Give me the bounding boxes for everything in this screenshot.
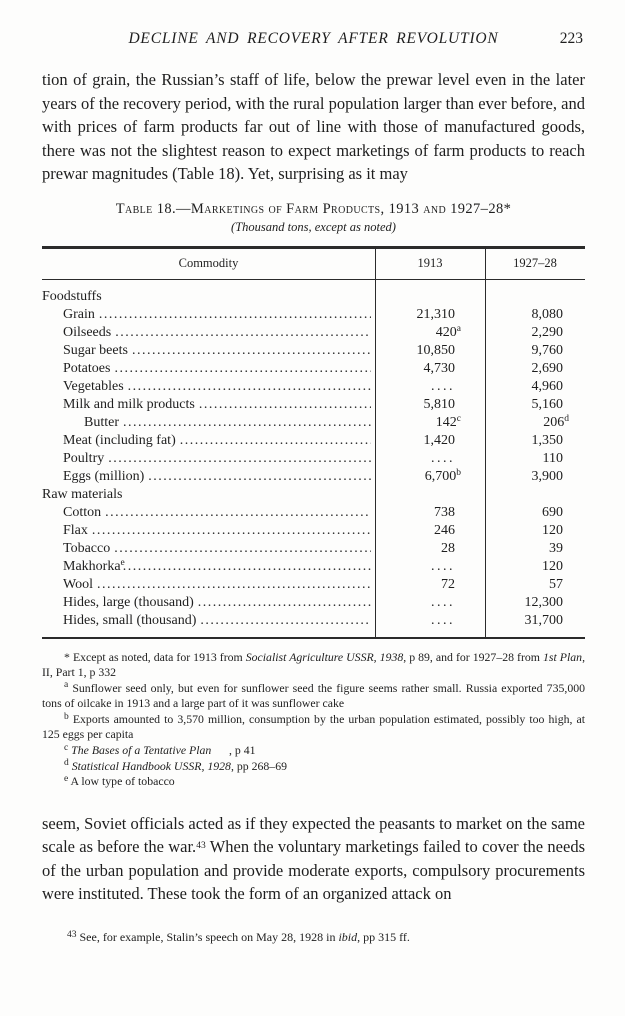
footnote	[42, 774, 585, 790]
cell-value: 3,900	[531, 468, 563, 484]
column-header-1913: 1913	[417, 256, 443, 270]
column-header-1927-28: 1927–28	[513, 256, 557, 270]
footnote	[42, 712, 585, 743]
table-vertical-rule-1	[375, 249, 376, 637]
commodity-label: Raw materials	[42, 486, 123, 502]
commodity-cell	[42, 414, 375, 432]
cell-value: 120	[542, 522, 563, 538]
table-body	[42, 280, 585, 637]
value-1927-28-cell	[485, 288, 585, 306]
text-segment: , II, Part 1, p 332	[42, 649, 586, 680]
text-segment: , pp 268–69	[230, 758, 287, 773]
dot-leader	[115, 324, 371, 342]
commodity-cell	[42, 540, 375, 558]
cell-value: ....	[431, 558, 455, 574]
cell-value: 142	[435, 414, 457, 430]
cell-value: 1,350	[531, 432, 563, 448]
commodity-label: Vegetables	[63, 378, 124, 394]
commodity-label: Butter	[84, 414, 119, 430]
value-1927-28-cell	[485, 450, 585, 468]
value-1913-cell	[375, 288, 485, 306]
commodity-cell	[42, 450, 375, 468]
commodity-label: Sugar beets	[63, 342, 128, 358]
dot-leader	[92, 522, 371, 540]
dot-leader	[148, 468, 371, 486]
page-footnote	[42, 929, 585, 945]
cell-value: 72	[441, 576, 455, 592]
table-row	[42, 540, 585, 558]
cell-value: 21,310	[416, 306, 455, 322]
value-1913-cell	[375, 432, 485, 450]
cell-value: 31,700	[524, 612, 563, 628]
text-segment: , pp 315 ff.	[357, 929, 410, 944]
dot-leader	[199, 396, 371, 414]
text-segment: A low type of tobacco	[70, 774, 175, 789]
dot-leader	[123, 414, 371, 432]
commodity-label: Oilseeds	[63, 324, 112, 340]
footnote	[42, 681, 585, 712]
value-1927-28-cell	[485, 396, 585, 414]
value-1913-cell	[375, 396, 485, 414]
table-vertical-rule-2	[485, 249, 486, 637]
commodity-cell	[42, 288, 375, 306]
value-1927-28-cell	[485, 468, 585, 486]
text-segment: Exports amounted to 3,570 million, consumption by the urban population estimated, possibly too high, at 125 eggs per capita	[42, 711, 586, 742]
footnote-marker: b	[64, 711, 69, 722]
cell-value: 57	[549, 576, 563, 592]
cell-value: ....	[431, 612, 455, 628]
commodity-cell	[42, 306, 375, 324]
value-1913-cell	[375, 558, 485, 576]
text-segment: Except as noted, data for 1913 from	[72, 649, 246, 664]
commodity-cell	[42, 486, 375, 504]
commodity-label: Grain	[63, 306, 95, 322]
table-row	[42, 504, 585, 522]
table-row	[42, 486, 585, 504]
commodity-label: Potatoes	[63, 360, 111, 376]
cell-value: 4,960	[531, 378, 563, 394]
value-1913-cell	[375, 486, 485, 504]
dot-leader	[99, 306, 371, 324]
value-1927-28-cell	[485, 612, 585, 630]
value-1927-28-cell	[485, 576, 585, 594]
cell-value: ....	[431, 594, 455, 610]
cell-value: 4,730	[423, 360, 455, 376]
dot-leader	[97, 576, 371, 594]
value-1927-28-cell	[485, 306, 585, 324]
value-1913-cell	[375, 522, 485, 540]
commodity-label: Eggs (million)	[63, 468, 145, 484]
value-1913-cell	[375, 306, 485, 324]
value-1927-28-cell	[485, 486, 585, 504]
footnote-marker: a	[456, 324, 461, 335]
commodity-cell	[42, 522, 375, 540]
cell-value: 206	[543, 414, 565, 430]
value-1913-cell	[375, 468, 485, 486]
table-footnotes	[42, 650, 585, 790]
cell-value: 110	[542, 450, 563, 466]
footnote	[42, 650, 585, 681]
table-row	[42, 306, 585, 324]
commodity-cell	[42, 432, 375, 450]
commodity-cell	[42, 396, 375, 414]
dot-leader	[114, 360, 371, 378]
value-1913-cell	[375, 576, 485, 594]
value-1913-cell	[375, 324, 485, 342]
footnote-marker: a	[64, 680, 69, 691]
commodity-cell: Makhorka $^e$ .....	[42, 558, 375, 576]
cell-value: 10,850	[416, 342, 455, 358]
dot-leader	[108, 450, 371, 468]
cell-value: 2,690	[531, 360, 563, 376]
table-row	[42, 414, 585, 432]
value-1913-cell	[375, 612, 485, 630]
value-1927-28-cell	[485, 324, 585, 342]
footnote-marker: c	[64, 742, 69, 753]
commodity-cell	[42, 360, 375, 378]
dot-leader	[180, 432, 371, 450]
cell-value: 5,810	[423, 396, 455, 412]
cell-value: 738	[434, 504, 455, 520]
commodity-label: Flax	[63, 522, 88, 538]
text-segment: See, for example, Stalin’s speech on May 28, 1928 in	[79, 929, 339, 944]
value-1913-cell	[375, 504, 485, 522]
table-grid	[42, 249, 585, 637]
commodity-label: Hides, large (thousand)	[63, 594, 194, 610]
intro-paragraph: tion of grain, the Russian’s staff of life, below the prewar level even in the later years of the recovery period, with the rural population larger than ever before, and with prices of farm products far out of line with those of manufactured goods, there was not the slightest reason to expect marketings of farm products to reach prewar magnitudes (Table 18). Yet, surprising as it may	[42, 70, 585, 183]
text-segment: When the voluntary marketings failed to cover the needs of the urban population and provide moderate exports, compulsory procurements were instituted. These took the form of an organized attack on	[42, 837, 585, 904]
text-segment: , p 89, and for 1927–28 from	[403, 649, 543, 664]
commodity-label: Makhorka	[63, 558, 121, 574]
text-segment: , p 41	[211, 743, 256, 758]
value-1913-cell	[375, 450, 485, 468]
dot-leader	[105, 504, 371, 522]
commodity-label: Tobacco	[63, 540, 111, 556]
text-segment: Sunflower seed only, but even for sunflower seed the figure seems rather small. Russia exported 735,000 tons of oilcake in 1913 and a large part of it was sunflower cake	[42, 680, 586, 711]
italic-text: ibid	[338, 929, 358, 944]
footnote-marker: d	[64, 758, 69, 769]
table-row	[42, 432, 585, 450]
cell-value: 39	[549, 540, 563, 556]
footnote-marker: b	[456, 468, 461, 479]
table-title: Table 18.—Marketings of Farm Products, 1913 and 1927–28*	[115, 200, 512, 217]
dot-leader	[200, 612, 371, 630]
commodity-cell	[42, 342, 375, 360]
dot-leader	[198, 594, 371, 612]
italic-text: The Bases of a Tentative Plan	[71, 743, 212, 758]
table-row	[42, 468, 585, 486]
cell-value: 420	[435, 324, 457, 340]
page-header	[42, 30, 585, 52]
footnote	[42, 743, 585, 759]
cell-value: 12,300	[524, 594, 563, 610]
cell-value: 8,080	[531, 306, 563, 322]
commodity-cell	[42, 378, 375, 396]
commodity-label: Meat (including fat)	[63, 432, 176, 448]
cell-value: 2,290	[531, 324, 563, 340]
commodity-cell	[42, 612, 375, 630]
value-1927-28-cell	[485, 360, 585, 378]
commodity-label: Milk and milk products	[63, 396, 195, 412]
value-1913-cell	[375, 342, 485, 360]
page-number: 223	[559, 30, 583, 47]
superscript: 43	[196, 841, 206, 852]
value-1913-cell	[375, 594, 485, 612]
value-1927-28-cell	[485, 540, 585, 558]
table-bottom-rule	[42, 637, 585, 639]
dot-leader	[132, 342, 371, 360]
footnote	[42, 759, 585, 775]
cell-value: 120	[542, 558, 563, 574]
italic-text: Statistical Handbook USSR, 1928	[71, 758, 231, 773]
cell-value: ....	[431, 378, 455, 394]
value-1927-28-cell	[485, 522, 585, 540]
value-1927-28-cell	[485, 378, 585, 396]
commodity-label: Cotton	[63, 504, 102, 520]
italic-text: Socialist Agriculture USSR, 1938	[245, 649, 404, 664]
table-row	[42, 576, 585, 594]
value-1927-28-cell	[485, 504, 585, 522]
cell-value: 5,160	[531, 396, 563, 412]
cell-value: 690	[542, 504, 563, 520]
value-1927-28-cell	[485, 594, 585, 612]
dot-leader	[114, 540, 371, 558]
table-row	[42, 288, 585, 306]
value-1913-cell	[375, 540, 485, 558]
value-1927-28-cell	[485, 558, 585, 576]
table-row	[42, 450, 585, 468]
table-row	[42, 342, 585, 360]
commodity-cell	[42, 576, 375, 594]
commodity-cell	[42, 468, 375, 486]
cell-value: ....	[431, 450, 455, 466]
commodity-label: Poultry	[63, 450, 105, 466]
table-row	[42, 378, 585, 396]
commodity-cell	[42, 594, 375, 612]
table-row	[42, 360, 585, 378]
value-1927-28-cell	[485, 414, 585, 432]
italic-text: 1st Plan	[543, 649, 583, 664]
cell-value: 9,760	[531, 342, 563, 358]
table-row	[42, 558, 585, 576]
table-row	[42, 594, 585, 612]
cell-value: 6,700	[424, 468, 457, 484]
commodity-cell	[42, 504, 375, 522]
farm-products-table	[42, 201, 585, 790]
text-segment: seem, Soviet officials acted as if they expected the peasants to market on the same scale as before the war.	[42, 813, 585, 857]
value-1913-cell	[375, 378, 485, 396]
table-frame	[42, 246, 585, 639]
dot-leader	[128, 378, 371, 396]
running-head-title: DECLINE AND RECOVERY AFTER REVOLUTION	[128, 30, 499, 47]
commodity-label: Hides, small (thousand)	[63, 612, 197, 628]
column-header-commodity: Commodity	[178, 256, 239, 270]
cell-value: 246	[434, 522, 455, 538]
footnote-marker: e	[64, 773, 69, 784]
table-row	[42, 396, 585, 414]
commodity-label: Wool	[63, 576, 93, 592]
value-1913-cell	[375, 360, 485, 378]
value-1927-28-cell	[485, 432, 585, 450]
dot-leader	[123, 558, 371, 576]
footnote-marker: d	[564, 414, 569, 425]
closing-paragraph	[42, 812, 585, 906]
table-row	[42, 612, 585, 630]
value-1913-cell	[375, 414, 485, 432]
table-row	[42, 324, 585, 342]
table-subtitle: (Thousand tons, except as noted)	[231, 219, 396, 234]
commodity-label: Foodstuffs	[42, 288, 102, 304]
cell-value: 28	[441, 540, 455, 556]
cell-value: 1,420	[423, 432, 455, 448]
footnote-marker: 43	[67, 929, 77, 940]
footnote-marker: c	[456, 414, 461, 425]
table-header-row	[42, 249, 585, 279]
commodity-cell	[42, 324, 375, 342]
table-row	[42, 522, 585, 540]
value-1927-28-cell	[485, 342, 585, 360]
footnote-marker: *	[64, 649, 70, 664]
